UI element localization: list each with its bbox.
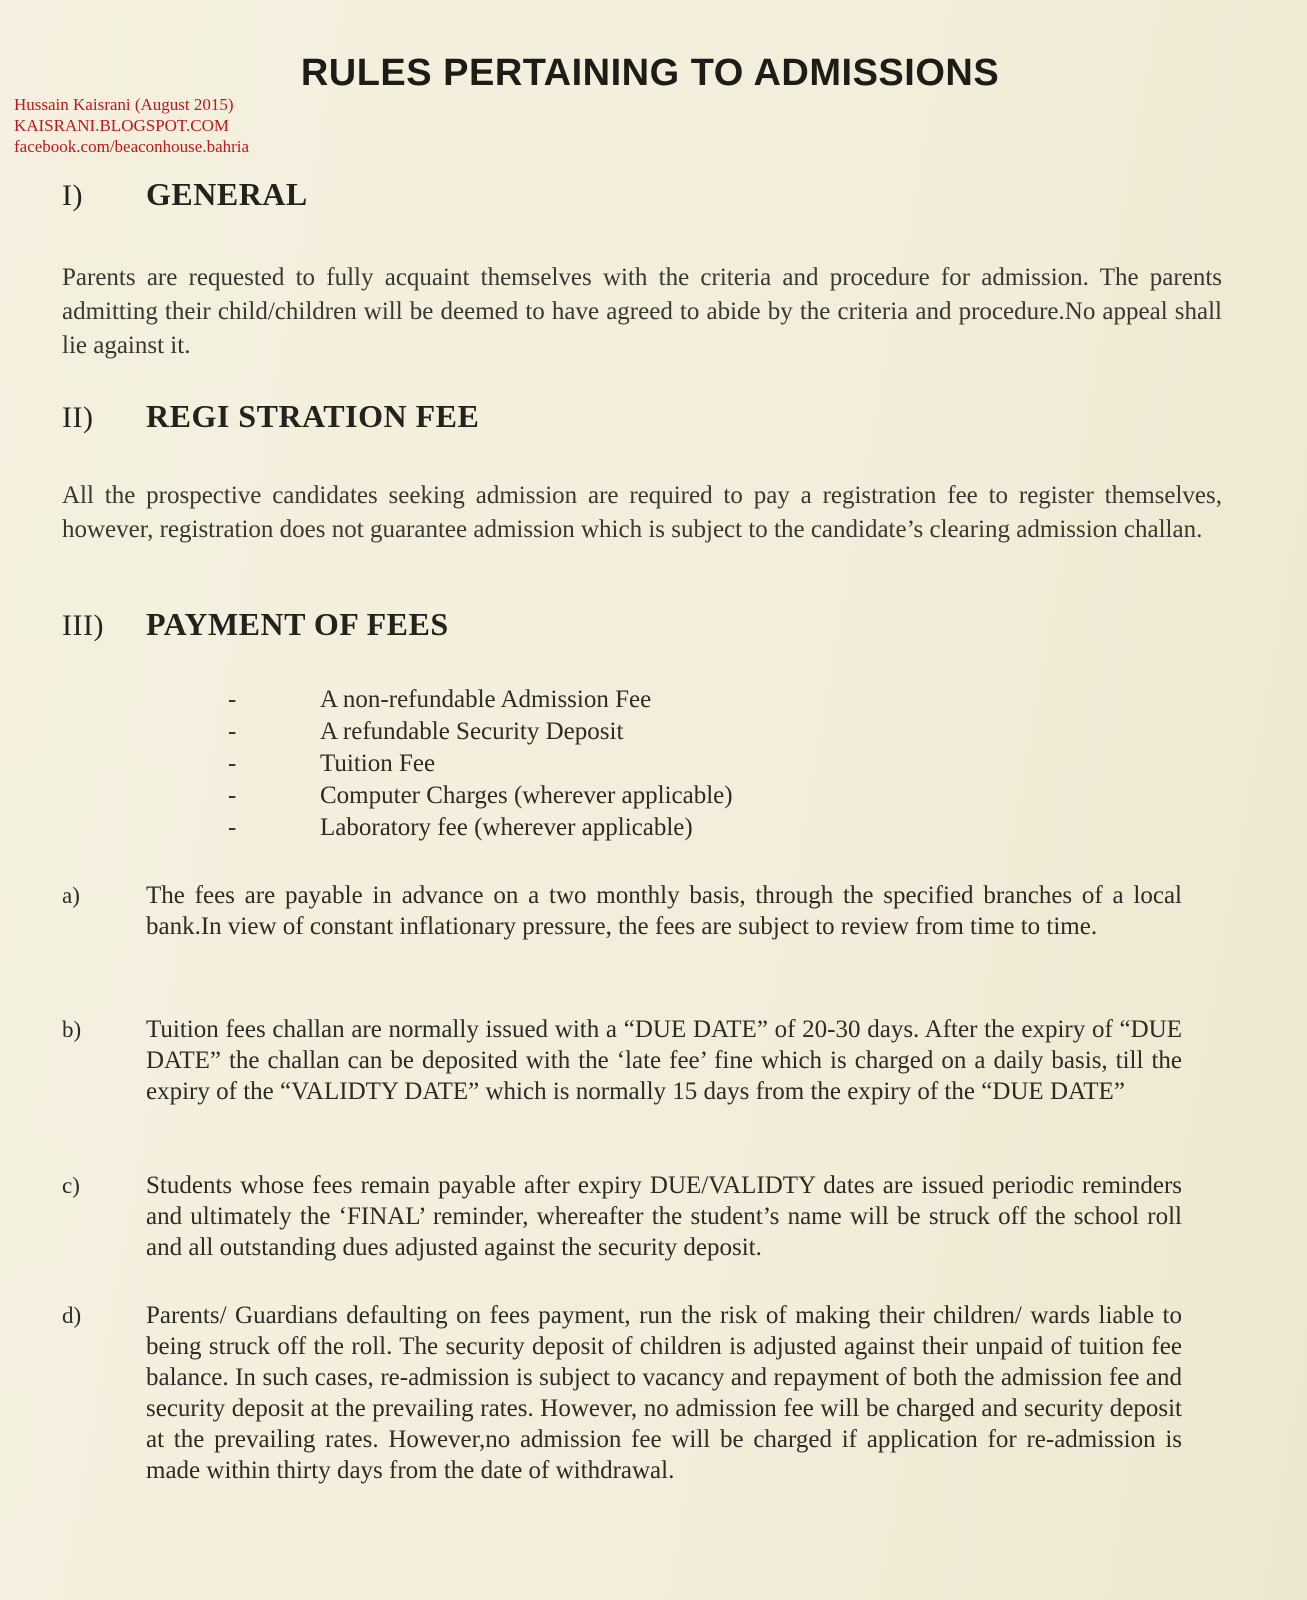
section-number: II) bbox=[62, 401, 94, 434]
section-title: PAYMENT OF FEES bbox=[146, 606, 449, 642]
fee-item-label: A refundable Security Deposit bbox=[320, 718, 624, 745]
section-heading bbox=[62, 398, 1222, 435]
list-bullet: - bbox=[228, 814, 237, 841]
watermark-blog: KAISRANI.BLOGSPOT.COM bbox=[14, 116, 230, 135]
section-paragraph: Parents are requested to fully acquaint themselves with the criteria and procedure for admission. The parents admitting their child/children will be deemed to have agreed to abide by the criteria and procedure.No appeal shall lie against it. bbox=[62, 264, 1222, 359]
clause-label: d) bbox=[62, 1303, 82, 1328]
watermark bbox=[14, 94, 249, 157]
page-title: RULES PERTAINING TO ADMISSIONS bbox=[300, 52, 1000, 94]
section-paragraph: All the prospective candidates seeking admission are required to pay a registration fee to register themselves, however, registration does not guarantee admission which is subject to the candidate’s clearing admission challan. bbox=[62, 482, 1222, 543]
clause-b bbox=[62, 1014, 1182, 1107]
clause-text: Parents/ Guardians defaulting on fees payment, run the risk of making their children/ wards liable to being struck off the roll. The security deposit of children is adjusted against their unpaid of tuition fee balance. In such cases, re-admission is subject to vacancy and repayment of both the admission fee and security deposit at the prevailing rates. However, no admission fee will be charged and security deposit at the prevailing rates. However,no admission fee will be charged if application for re-admission is made within thirty days from the date of withdrawal. bbox=[146, 1302, 1182, 1484]
section-number: I) bbox=[62, 179, 83, 212]
clause-c bbox=[62, 1170, 1182, 1263]
section-title: GENERAL bbox=[146, 176, 308, 212]
fee-item-label: Tuition Fee bbox=[320, 750, 436, 777]
section-title: REGI STRATION FEE bbox=[146, 398, 480, 434]
section-payment bbox=[62, 606, 1222, 643]
section-number: III) bbox=[62, 609, 104, 642]
fee-list bbox=[228, 684, 733, 844]
list-bullet: - bbox=[228, 718, 237, 745]
list-item bbox=[228, 684, 733, 716]
section-heading bbox=[62, 176, 1222, 213]
clause-label: c) bbox=[62, 1173, 80, 1198]
list-item bbox=[228, 716, 733, 748]
section-registration bbox=[62, 398, 1222, 547]
list-item bbox=[228, 780, 733, 812]
clause-label: b) bbox=[62, 1017, 82, 1042]
list-item bbox=[228, 812, 733, 844]
list-bullet: - bbox=[228, 686, 237, 713]
fee-item-label: Laboratory fee (wherever applicable) bbox=[320, 814, 693, 841]
clause-text: The fees are payable in advance on a two monthly basis, through the specified branches of a local bank.In view of constant inflationary pressure, the fees are subject to review from time to time. bbox=[146, 882, 1182, 940]
section-general bbox=[62, 176, 1222, 363]
clause-a bbox=[62, 880, 1182, 942]
list-bullet: - bbox=[228, 782, 237, 809]
section-heading bbox=[62, 606, 1222, 643]
list-item bbox=[228, 748, 733, 780]
watermark-facebook: facebook.com/beaconhouse.bahria bbox=[14, 137, 250, 156]
watermark-author: Hussain Kaisrani (August 2015) bbox=[14, 95, 234, 114]
clause-text: Students whose fees remain payable after expiry DUE/VALIDTY dates are issued periodic reminders and ultimately the ‘FINAL’ reminder, whereafter the student’s name will be struck off the school roll and all outstanding dues adjusted against the security deposit. bbox=[146, 1172, 1182, 1261]
clause-text: Tuition fees challan are normally issued with a “DUE DATE” of 20-30 days. After the expiry of “DUE DATE” the challan can be deposited with the ‘late fee’ fine which is charged on a daily basis, till the expiry of the “VALIDTY DATE” which is normally 15 days from the expiry of the “DUE DATE” bbox=[146, 1016, 1182, 1105]
clause-d bbox=[62, 1300, 1182, 1486]
fee-item-label: A non-refundable Admission Fee bbox=[320, 686, 652, 713]
fee-item-label: Computer Charges (wherever applicable) bbox=[320, 782, 733, 809]
list-bullet: - bbox=[228, 750, 237, 777]
clause-label: a) bbox=[62, 883, 80, 908]
